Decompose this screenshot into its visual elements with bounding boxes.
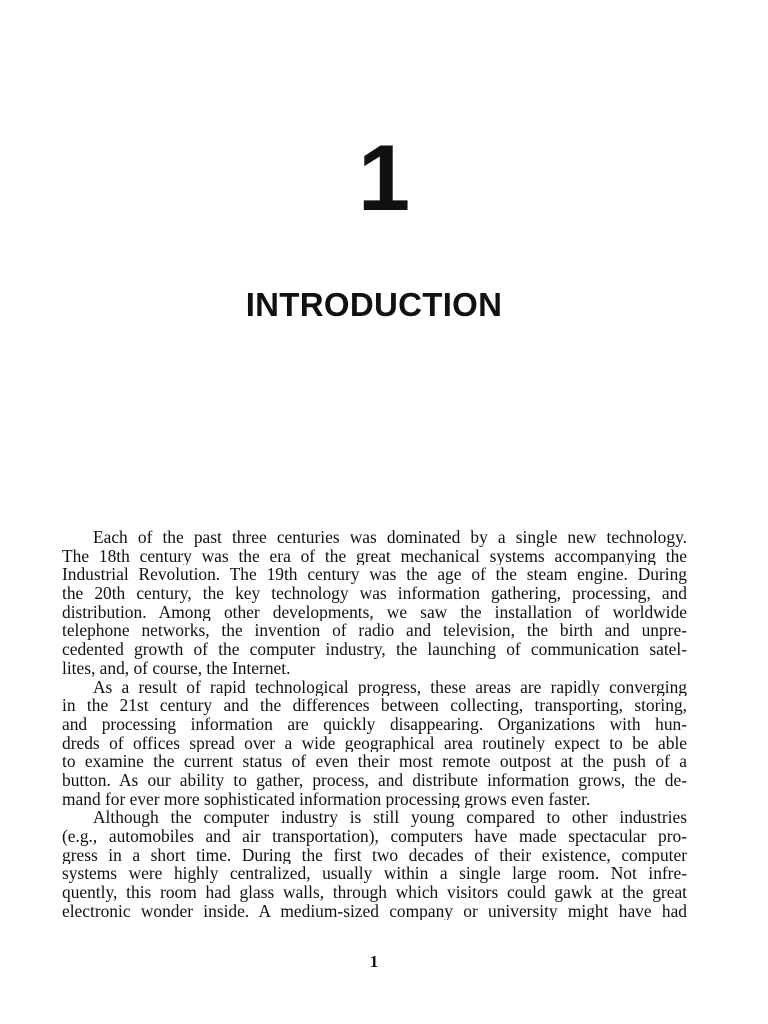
paragraph-line: to examine the current status of even their most remote outpost at the push of a xyxy=(62,752,687,771)
paragraph-line: electronic wonder inside. A medium-sized company or university might have had xyxy=(62,901,687,921)
page-number: 1 xyxy=(369,952,379,971)
paragraph-line: Industrial Revolution. The 19th century was the age of the steam engine. During xyxy=(62,565,687,585)
chapter-number: 1 xyxy=(357,125,411,230)
paragraph-line: lites, and, of course, the Internet. xyxy=(62,658,291,678)
body-text xyxy=(62,528,687,920)
paragraph-1 xyxy=(62,528,687,678)
paragraph-line: (e.g., automobiles and air transportation), computers have made spectacular pro- xyxy=(62,827,687,846)
paragraph-line: quently, this room had glass walls, through which visitors could gawk at the great xyxy=(62,883,687,902)
paragraph-line: systems were highly centralized, usually within a single large room. Not infre- xyxy=(62,864,687,884)
paragraph-line: As a result of rapid technological progress, these areas are rapidly converging xyxy=(93,677,687,697)
paragraph-line: cedented growth of the computer industry, the launching of communication satel- xyxy=(62,640,687,659)
paragraph-line: in the 21st century and the differences between collecting, transporting, storing, xyxy=(62,696,687,715)
paragraph-line: The 18th century was the era of the great mechanical systems accompanying the xyxy=(62,546,687,566)
paragraph-line: and processing information are quickly disappearing. Organizations with hun- xyxy=(62,714,687,734)
paragraph-line: Although the computer industry is still young compared to other industries xyxy=(93,808,687,827)
paragraph-line: distribution. Among other developments, we saw the installation of worldwide xyxy=(62,602,687,622)
paragraph-line: gress in a short time. During the first two decades of their existence, computer xyxy=(62,845,687,865)
paragraph-line: dreds of offices spread over a wide geographical area routinely expect to be able xyxy=(62,733,687,753)
paragraph-line: telephone networks, the invention of radio and television, the birth and unpre- xyxy=(62,621,687,641)
chapter-title: INTRODUCTION xyxy=(245,286,503,323)
paragraph-line: mand for ever more sophisticated information processing grows even faster. xyxy=(62,789,591,809)
paragraph-line: the 20th century, the key technology was information gathering, processing, and xyxy=(62,584,687,603)
paragraph-line: Each of the past three centuries was dominated by a single new technology. xyxy=(93,528,687,547)
paragraph-3 xyxy=(62,808,687,920)
paragraph-2 xyxy=(62,678,687,809)
paragraph-line: button. As our ability to gather, process, and distribute information grows, the de- xyxy=(62,770,687,790)
